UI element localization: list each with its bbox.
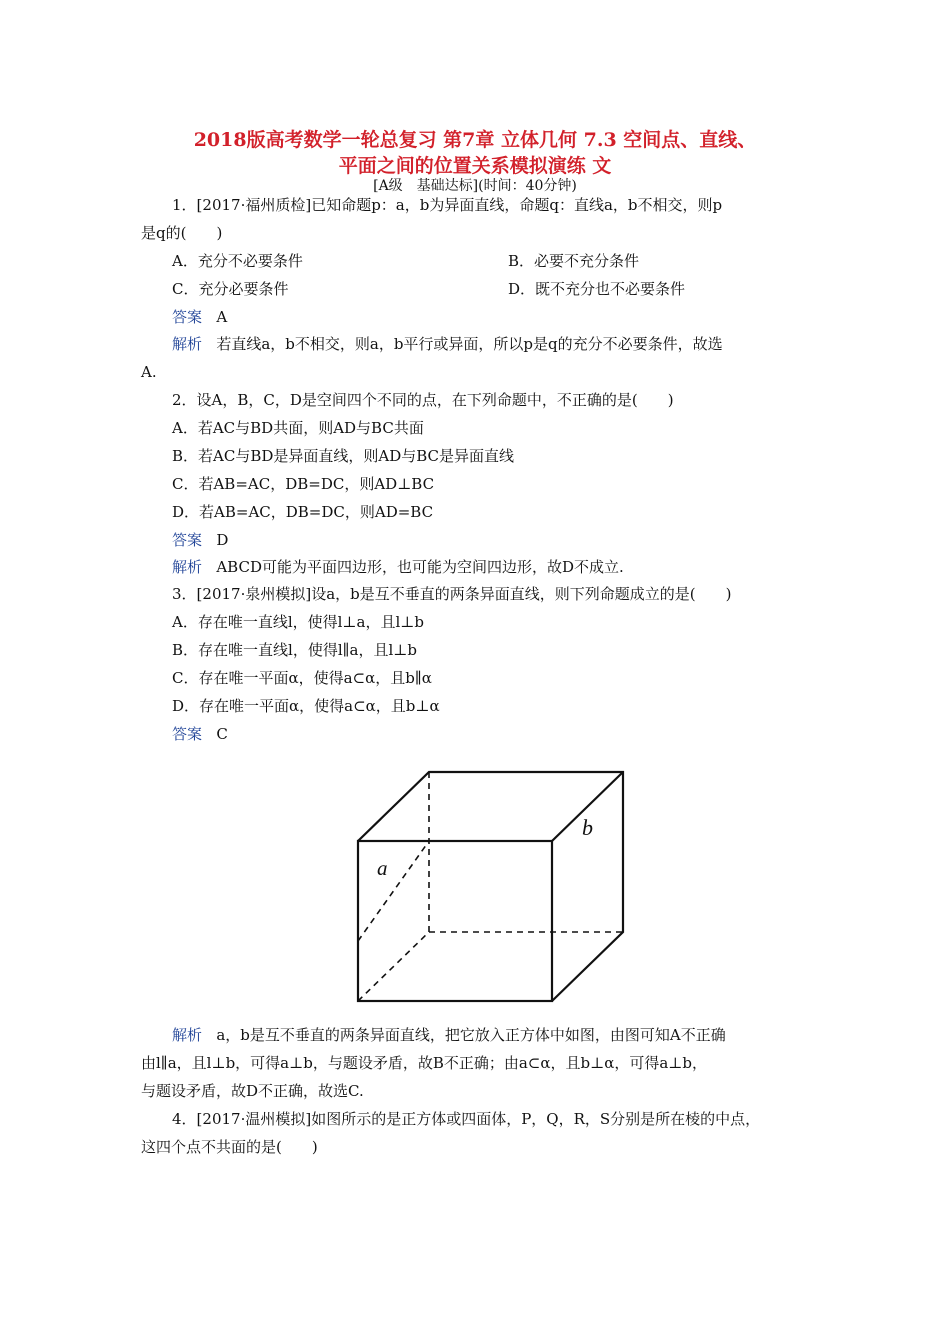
q3-option-a: A．存在唯一直线l，使得l⊥a，且l⊥b <box>172 613 424 631</box>
q4-stem-cont: 这四个点不共面的是( ) <box>141 1138 318 1156</box>
q2-stem: 2．设A，B，C，D是空间四个不同的点，在下列命题中，不正确的是( ) <box>172 391 674 409</box>
analysis-text: a，b是互不垂直的两条异面直线，把它放入正方体中如图，由图可知A不正确 <box>216 1026 726 1044</box>
figure-label-b: b <box>582 815 593 840</box>
q1-option-a: A．充分不必要条件 <box>172 252 303 270</box>
q2-option-a: A．若AC与BD共面，则AD与BC共面 <box>172 419 424 437</box>
q2-option-c: C．若AB=AC，DB=DC，则AD⊥BC <box>172 475 435 493</box>
q3-answer <box>172 724 228 744</box>
answer-value: D <box>216 531 229 549</box>
answer-value: C <box>216 725 228 743</box>
answer-value: A <box>216 308 228 326</box>
document-title-line1: 2018版高考数学一轮总复习 第7章 立体几何 7.3 空间点、直线、 <box>193 129 757 151</box>
q3-analysis <box>172 1025 726 1045</box>
cube-hidden-depth-edge <box>358 932 429 1001</box>
analysis-text: 若直线a，b不相交，则a，b平行或异面，所以p是q的充分不必要条件，故选 <box>216 335 723 353</box>
cube-figure <box>345 755 645 1013</box>
q3-option-b: B．存在唯一直线l，使得l∥a，且l⊥b <box>172 641 417 659</box>
q1-option-b: B．必要不充分条件 <box>508 252 640 270</box>
q3-option-d: D．存在唯一平面α，使得a⊂α，且b⊥α <box>172 697 440 715</box>
q1-analysis-cont: A. <box>141 363 157 381</box>
q2-option-b: B．若AC与BD是异面直线，则AD与BC是异面直线 <box>172 447 515 465</box>
q3-analysis-cont: 由l∥a，且l⊥b，可得a⊥b，与题设矛盾，故B不正确；由a⊂α，且b⊥α，可得a⊥b， <box>141 1054 707 1072</box>
q2-analysis <box>172 557 624 577</box>
section-subtitle: [A级 基础达标](时间：40分钟) <box>373 178 577 194</box>
analysis-text: ABCD可能为平面四边形，也可能为空间四边形，故D不成立. <box>216 558 624 576</box>
q2-answer <box>172 530 228 550</box>
q1-stem-cont: 是q的( ) <box>141 224 223 242</box>
figure-label-a: a <box>377 856 388 880</box>
document-title-line2: 平面之间的位置关系模拟演练 文 <box>338 155 612 177</box>
q3-stem: 3．[2017·泉州模拟]设a，b是互不垂直的两条异面直线，则下列命题成立的是( ) <box>172 585 732 603</box>
q1-answer <box>172 307 227 327</box>
line-a <box>358 841 429 941</box>
answer-label: 答案 <box>172 531 203 549</box>
q4-stem: 4．[2017·温州模拟]如图所示的是正方体或四面体，P，Q，R，S分别是所在棱的中点， <box>172 1110 761 1128</box>
cube-back-edges <box>358 772 623 1001</box>
analysis-label: 解析 <box>172 558 203 576</box>
answer-label: 答案 <box>172 308 203 326</box>
q3-option-c: C．存在唯一平面α，使得a⊂α，且b∥α <box>172 669 432 687</box>
answer-label: 答案 <box>172 725 203 743</box>
analysis-label: 解析 <box>172 1026 203 1044</box>
q2-option-d: D．若AB=AC，DB=DC，则AD=BC <box>172 503 434 521</box>
q1-stem: 1．[2017·福州质检]已知命题p：a，b为异面直线，命题q：直线a，b不相交，则p <box>172 196 723 214</box>
q1-option-d: D．既不充分也不必要条件 <box>508 280 686 298</box>
q3-analysis-end: 与题设矛盾，故D不正确，故选C. <box>141 1082 364 1100</box>
analysis-label: 解析 <box>172 335 203 353</box>
q1-analysis <box>172 334 723 354</box>
q1-option-c: C．充分必要条件 <box>172 280 289 298</box>
